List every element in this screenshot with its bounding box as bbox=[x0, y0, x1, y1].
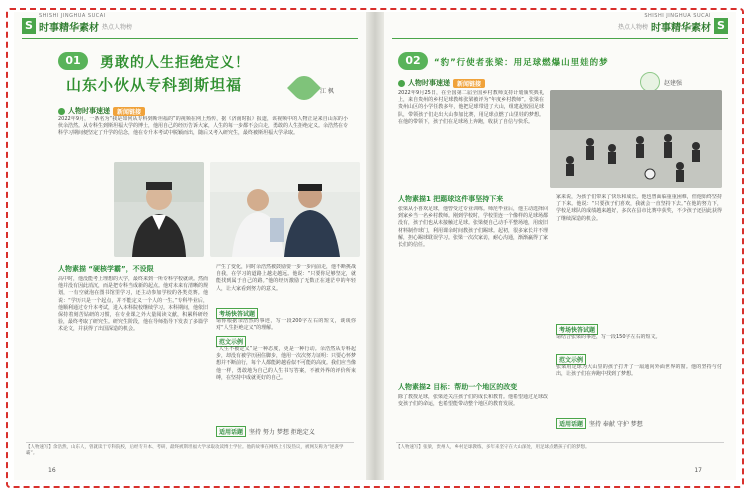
brand-pinyin: SHISHI JINGHUA SUCAI bbox=[39, 13, 106, 19]
brand-name: 时事精华素材 bbox=[651, 22, 711, 34]
bullet-icon bbox=[398, 80, 405, 87]
section-tag bbox=[398, 78, 485, 88]
photo-portrait bbox=[114, 162, 204, 257]
book-gutter bbox=[366, 12, 384, 480]
article-number: 01 bbox=[58, 52, 88, 70]
author: 江 枫 bbox=[320, 88, 334, 95]
column-2-text: 家来说，为孩子们带来了快乐和成长。他也曾面临重重困难，但他始终坚持了下来。他说：“只要孩子们喜欢，我就会一直坚持下去。”在他的努力下，学校足球队的成绩越来越好，多次在县市比赛中获奖，不少孩子还因此获得了继续深造的机会。 bbox=[556, 194, 722, 222]
column-2-text: 产生了变化，同时余浩然被鼓励要一步一步向前走，他不断挑战自我，在学习的道路上越走越远。他说：“只要你足够坚定，就能找到属于自己的路。”他的经历激励了无数正在迷茫中的年轻人，让大家看到努力的意义。 bbox=[216, 264, 356, 292]
leaf-icon bbox=[287, 71, 321, 105]
box1-text: 请结合张梁的事迹，写一段150字左右的短文。 bbox=[556, 334, 661, 340]
tag-pill: 新闻链接 bbox=[453, 79, 485, 88]
header-line bbox=[392, 38, 728, 39]
left-brand bbox=[22, 13, 133, 34]
intro-text: 2022年9月，一条名为“我是如何从专科到斯坦福的”的视频在网上热传，据《济南时报》报道，该视频中的人物正是来自山东的小伙余浩然。从专科生到斯坦福大学的博士，他用自己的经历告诉大家，人生的每一步都不会白走，勇敢的人生拒绝定义。余浩然在专科学习期间便坚定了升学的信念，他在专升本考试中脱颖而出，随后又考入研究生，最终被斯坦福大学录取。 bbox=[58, 116, 348, 137]
article-number: 02 bbox=[398, 52, 428, 70]
brand-pinyin: SHISHI JINGHUA SUCAI bbox=[644, 13, 711, 19]
column-3-text: 除了教授足球，张梁还关注孩子们的成长和教育。他希望通过足球改变孩子们的命运，也希望能带动整个地区的教育发展。 bbox=[398, 394, 548, 408]
author-stamp-icon bbox=[640, 72, 660, 92]
photo-lab bbox=[210, 162, 360, 257]
box1-head-label: 考场快答试题 bbox=[556, 324, 598, 335]
column-1-text: 高中时，他没能考上理想的大学，最终来到一所专科学校就读。然而他并没有因此消沉，而是把专科当成新的起点。他对未来有清晰的规划，一有空就泡在图书馆里学习，还主动参加学校的各类竞赛。他说：“学历只是一个起点，并不能定义一个人的一生。”专科毕业后，他顺利通过专升本考试，进入本科院校继续学习。本科期间，他依旧保持着刻苦钻研的习惯，在专业课之外大量阅读文献，积累科研经验，最终考取了研究生。研究生阶段，他在导师指导下发表了多篇学术论文，并获得了出国深造的机会。 bbox=[58, 276, 208, 333]
article-title: “豹”行使者张梁：用足球燃爆山里娃的梦 bbox=[434, 58, 609, 68]
box3-head bbox=[216, 426, 315, 437]
brand-sub: 热点人物榜 bbox=[102, 23, 133, 31]
photo-football bbox=[550, 90, 722, 188]
page-number: 16 bbox=[48, 467, 56, 474]
brand-logo: S bbox=[714, 18, 728, 34]
box3-text: 坚持 努力 梦想 拒绝定义 bbox=[249, 429, 315, 436]
section-tag bbox=[58, 106, 145, 116]
article-title-line2: 山东小伙从专科到斯坦福 bbox=[66, 76, 243, 94]
footer-note: 【人物速写】余浩然，山东人，曾就读于专科院校，后经专升本、考研，最终被斯坦福大学录取攻读博士学位。他的故事在网络上引发热议，被网友称为“逆袭学霸”。 bbox=[26, 442, 354, 462]
bullet-icon bbox=[58, 108, 65, 115]
intro-text: 2022年9月25日，在全国第二届全国乡村教师支持计划颁奖典礼上，来自贵州的乡村足球教练张梁被评为“年度乡村教师”。张梁在贵州山区的小学任教多年，他把足球带进了大山，组建起校园足球队，带领孩子们走出大山参加比赛，用足球点燃了山里娃的梦想。在他的带领下，孩子们在足球场上奔跑，收获了自信与快乐。 bbox=[398, 90, 544, 125]
box2-text: 张梁用足球为大山里的孩子打开了一扇通向外面世界的窗。他的坚持与付出，让孩子们在奔跑中找到了梦想。 bbox=[556, 364, 722, 378]
box3-text: 坚持 奉献 守护 梦想 bbox=[589, 421, 643, 428]
tag-label: 人物时事速递 bbox=[408, 79, 450, 87]
column-1-text: 张梁从小喜欢足球，他曾受过专业训练。师范毕业后，他主动选择回到家乡当一名乡村教师。刚到学校时，学校里连一个像样的足球场都没有，孩子们也从未接触过足球。张梁便自己动手平整场地，用废旧材料制作球门，利用课余时间教孩子们踢球。起初，很多家长并不理解，担心踢球耽误学习。张梁一次次家访，耐心沟通，渐渐赢得了家长们的信任。 bbox=[398, 206, 548, 249]
box1-text: 请你根据余浩然的事迹，写一段200字左右的短文，谈谈你对“人生拒绝定义”的理解。 bbox=[216, 318, 356, 332]
box2-text: “人生不被定义”是一种态度，更是一种行动。余浩然从专科起步，却没有被学历困住脚步，他用一次次努力证明：只要心怀梦想并不断前行，每个人都能跨越看似不可能的高度。我们应当像他一样，勇敢地为自己的人生书写答案，不被外界的评价所束缚，在坚持中成就更好的自己。 bbox=[216, 346, 356, 381]
left-page bbox=[14, 12, 366, 480]
box3-head bbox=[556, 418, 643, 429]
article-title-line1: 勇敢的人生拒绝定义！ bbox=[100, 55, 250, 71]
box2-head-label: 范文示例 bbox=[216, 336, 246, 347]
box3-head-label: 适用话题 bbox=[556, 418, 586, 429]
box1-head-label: 考场快答试题 bbox=[216, 308, 258, 319]
brand-name: 时事精华素材 bbox=[39, 22, 99, 34]
sub-head-1: 人物素描1 把踢球这件事坚持下来 bbox=[398, 195, 504, 203]
brand-logo: S bbox=[22, 18, 36, 34]
author: 赵建强 bbox=[664, 80, 683, 87]
tag-pill: 新闻链接 bbox=[113, 107, 145, 116]
box3-head-label: 适用话题 bbox=[216, 426, 246, 437]
footer-note: 【人物速写】张梁，贵州人，乡村足球教练，多年来坚守在大山深处，用足球点燃孩子们的梦想。 bbox=[396, 442, 724, 462]
right-brand bbox=[617, 13, 728, 34]
tag-label: 人物时事速递 bbox=[68, 107, 110, 115]
right-page bbox=[384, 12, 736, 480]
box2-head-label: 范文示例 bbox=[556, 354, 586, 365]
sub-head-2: 人物素描2 目标：帮助一个地区的改变 bbox=[398, 383, 518, 391]
page-number: 17 bbox=[694, 467, 702, 474]
header-line bbox=[22, 38, 358, 39]
sub-head: 人物素描 “硬核学霸”，不设限 bbox=[58, 265, 154, 273]
brand-sub: 热点人物榜 bbox=[617, 23, 648, 31]
